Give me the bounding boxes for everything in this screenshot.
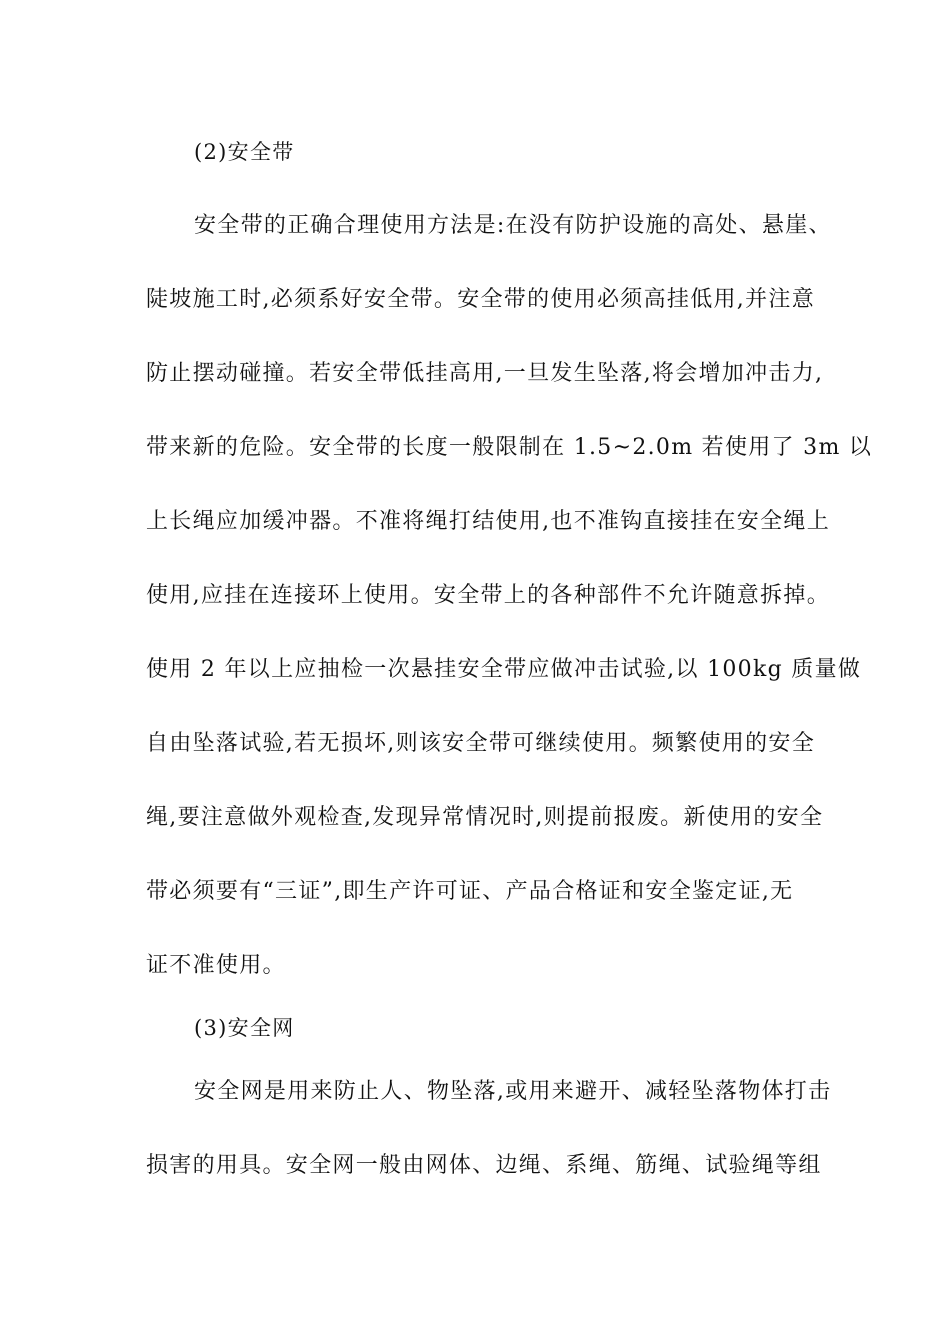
paragraph-line: 自由坠落试验,若无损坏,则该安全带可继续使用。频繁使用的安全: [146, 731, 815, 756]
paragraph-line: 安全网是用来防止人、物坠落,或用来避开、减轻坠落物体打击: [194, 1079, 832, 1104]
section-heading-safety-net: (3)安全网: [194, 1016, 295, 1040]
paragraph-line: 使用 2 年以上应抽检一次悬挂安全带应做冲击试验,以 100kg 质量做: [146, 657, 862, 682]
paragraph-line: 证不准使用。: [146, 953, 286, 978]
paragraph-line: 陡坡施工时,必须系好安全带。安全带的使用必须高挂低用,并注意: [146, 287, 815, 312]
paragraph-line: 安全带的正确合理使用方法是:在没有防护设施的高处、悬崖、: [194, 213, 832, 238]
paragraph-line: 带来新的危险。安全带的长度一般限制在 1.5~2.0m 若使用了 3m 以: [146, 435, 873, 460]
paragraph-line: 损害的用具。安全网一般由网体、边绳、系绳、筋绳、试验绳等组: [146, 1153, 822, 1178]
section-heading-safety-belt: (2)安全带: [194, 140, 295, 164]
paragraph-line: 防止摆动碰撞。若安全带低挂高用,一旦发生坠落,将会增加冲击力,: [146, 361, 824, 386]
paragraph-line: 绳,要注意做外观检查,发现异常情况时,则提前报废。新使用的安全: [146, 805, 824, 830]
paragraph-line: 上长绳应加缓冲器。不准将绳打结使用,也不准钩直接挂在安全绳上: [146, 509, 830, 534]
paragraph-line: 使用,应挂在连接环上使用。安全带上的各种部件不允许随意拆掉。: [146, 583, 830, 608]
paragraph-line: 带必须要有“三证”,即生产许可证、产品合格证和安全鉴定证,无: [146, 879, 794, 904]
